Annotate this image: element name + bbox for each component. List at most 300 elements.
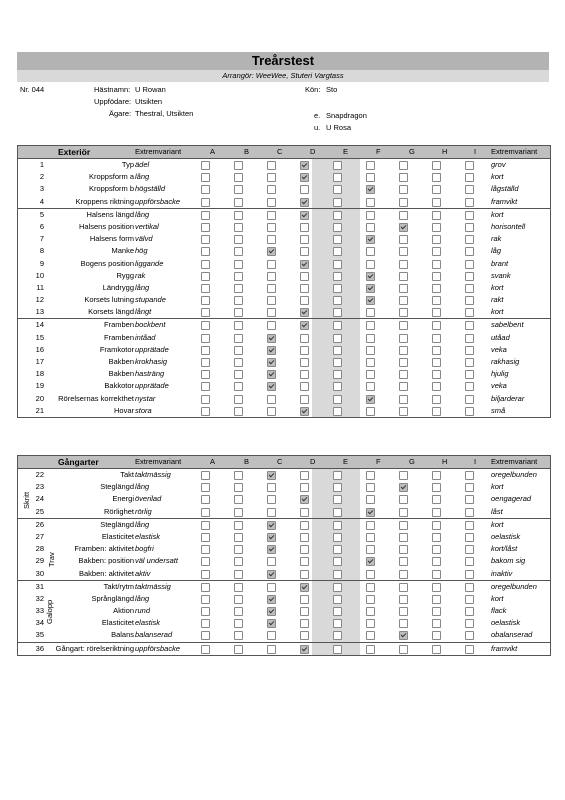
checkbox-d[interactable] (300, 296, 309, 305)
checkbox-a[interactable] (201, 185, 210, 194)
checkbox-e[interactable] (333, 211, 342, 220)
checkbox-e[interactable] (333, 284, 342, 293)
checkbox-d[interactable] (300, 247, 309, 256)
checkbox-f[interactable] (366, 247, 375, 256)
checkbox-h[interactable] (432, 521, 441, 530)
checkbox-b[interactable] (234, 545, 243, 554)
checkbox-h[interactable] (432, 308, 441, 317)
checkbox-a[interactable] (201, 260, 210, 269)
checkbox-h[interactable] (432, 296, 441, 305)
checkbox-a[interactable] (201, 223, 210, 232)
checkbox-h[interactable] (432, 284, 441, 293)
checkbox-h[interactable] (432, 223, 441, 232)
checkbox-f[interactable] (366, 407, 375, 416)
checkbox-d[interactable] (300, 557, 309, 566)
checkbox-e[interactable] (333, 370, 342, 379)
checkbox-g[interactable] (399, 161, 408, 170)
checkbox-a[interactable] (201, 284, 210, 293)
checkbox-c[interactable] (267, 173, 276, 182)
checkbox-b[interactable] (234, 272, 243, 281)
checkbox-a[interactable] (201, 358, 210, 367)
checkbox-h[interactable] (432, 370, 441, 379)
checkbox-a[interactable] (201, 161, 210, 170)
checkbox-c[interactable] (267, 296, 276, 305)
checkbox-g[interactable] (399, 235, 408, 244)
checkbox-h[interactable] (432, 235, 441, 244)
checkbox-h[interactable] (432, 382, 441, 391)
checkbox-c[interactable] (267, 631, 276, 640)
checkbox-d[interactable] (300, 260, 309, 269)
checkbox-b[interactable] (234, 471, 243, 480)
checkbox-h[interactable] (432, 395, 441, 404)
checkbox-g[interactable] (399, 382, 408, 391)
checkbox-f[interactable] (366, 483, 375, 492)
checkbox-f[interactable] (366, 570, 375, 579)
checkbox-c[interactable] (267, 346, 276, 355)
checkbox-g[interactable] (399, 545, 408, 554)
checkbox-c[interactable] (267, 395, 276, 404)
checkbox-e[interactable] (333, 471, 342, 480)
checkbox-e[interactable] (333, 308, 342, 317)
checkbox-i[interactable] (465, 382, 474, 391)
checkbox-g[interactable] (399, 583, 408, 592)
checkbox-c[interactable] (267, 508, 276, 517)
checkbox-f[interactable] (366, 595, 375, 604)
checkbox-e[interactable] (333, 508, 342, 517)
checkbox-i[interactable] (465, 161, 474, 170)
checkbox-e[interactable] (333, 595, 342, 604)
checkbox-b[interactable] (234, 631, 243, 640)
checkbox-d[interactable] (300, 185, 309, 194)
checkbox-d[interactable] (300, 533, 309, 542)
checkbox-g[interactable] (399, 631, 408, 640)
checkbox-a[interactable] (201, 533, 210, 542)
checkbox-a[interactable] (201, 321, 210, 330)
checkbox-f[interactable] (366, 346, 375, 355)
checkbox-d[interactable] (300, 395, 309, 404)
checkbox-a[interactable] (201, 631, 210, 640)
checkbox-a[interactable] (201, 395, 210, 404)
checkbox-d[interactable] (300, 370, 309, 379)
checkbox-i[interactable] (465, 260, 474, 269)
checkbox-f[interactable] (366, 521, 375, 530)
checkbox-f[interactable] (366, 321, 375, 330)
checkbox-f[interactable] (366, 533, 375, 542)
checkbox-d[interactable] (300, 358, 309, 367)
checkbox-a[interactable] (201, 308, 210, 317)
checkbox-e[interactable] (333, 185, 342, 194)
checkbox-a[interactable] (201, 495, 210, 504)
checkbox-g[interactable] (399, 533, 408, 542)
checkbox-b[interactable] (234, 583, 243, 592)
checkbox-f[interactable] (366, 211, 375, 220)
checkbox-e[interactable] (333, 521, 342, 530)
checkbox-h[interactable] (432, 272, 441, 281)
checkbox-i[interactable] (465, 247, 474, 256)
checkbox-g[interactable] (399, 334, 408, 343)
checkbox-a[interactable] (201, 382, 210, 391)
checkbox-g[interactable] (399, 211, 408, 220)
checkbox-c[interactable] (267, 223, 276, 232)
checkbox-b[interactable] (234, 346, 243, 355)
checkbox-h[interactable] (432, 595, 441, 604)
checkbox-f[interactable] (366, 631, 375, 640)
checkbox-e[interactable] (333, 570, 342, 579)
checkbox-h[interactable] (432, 260, 441, 269)
checkbox-c[interactable] (267, 583, 276, 592)
checkbox-h[interactable] (432, 173, 441, 182)
checkbox-d[interactable] (300, 407, 309, 416)
checkbox-d[interactable] (300, 595, 309, 604)
checkbox-f[interactable] (366, 645, 375, 654)
checkbox-g[interactable] (399, 570, 408, 579)
checkbox-i[interactable] (465, 272, 474, 281)
checkbox-a[interactable] (201, 570, 210, 579)
checkbox-i[interactable] (465, 308, 474, 317)
checkbox-g[interactable] (399, 296, 408, 305)
checkbox-c[interactable] (267, 619, 276, 628)
checkbox-a[interactable] (201, 235, 210, 244)
checkbox-d[interactable] (300, 607, 309, 616)
checkbox-h[interactable] (432, 211, 441, 220)
checkbox-i[interactable] (465, 346, 474, 355)
checkbox-b[interactable] (234, 619, 243, 628)
checkbox-c[interactable] (267, 321, 276, 330)
checkbox-d[interactable] (300, 382, 309, 391)
checkbox-h[interactable] (432, 607, 441, 616)
checkbox-d[interactable] (300, 583, 309, 592)
checkbox-i[interactable] (465, 508, 474, 517)
checkbox-e[interactable] (333, 260, 342, 269)
checkbox-h[interactable] (432, 483, 441, 492)
checkbox-f[interactable] (366, 296, 375, 305)
checkbox-g[interactable] (399, 521, 408, 530)
checkbox-c[interactable] (267, 358, 276, 367)
checkbox-i[interactable] (465, 631, 474, 640)
checkbox-e[interactable] (333, 545, 342, 554)
checkbox-e[interactable] (333, 631, 342, 640)
checkbox-b[interactable] (234, 161, 243, 170)
checkbox-f[interactable] (366, 557, 375, 566)
checkbox-d[interactable] (300, 211, 309, 220)
checkbox-c[interactable] (267, 570, 276, 579)
checkbox-c[interactable] (267, 161, 276, 170)
checkbox-b[interactable] (234, 235, 243, 244)
checkbox-e[interactable] (333, 173, 342, 182)
checkbox-c[interactable] (267, 198, 276, 207)
checkbox-d[interactable] (300, 334, 309, 343)
checkbox-d[interactable] (300, 198, 309, 207)
checkbox-i[interactable] (465, 211, 474, 220)
checkbox-a[interactable] (201, 607, 210, 616)
checkbox-f[interactable] (366, 198, 375, 207)
checkbox-d[interactable] (300, 495, 309, 504)
checkbox-a[interactable] (201, 471, 210, 480)
checkbox-f[interactable] (366, 260, 375, 269)
checkbox-c[interactable] (267, 607, 276, 616)
checkbox-c[interactable] (267, 407, 276, 416)
checkbox-g[interactable] (399, 619, 408, 628)
checkbox-c[interactable] (267, 211, 276, 220)
checkbox-a[interactable] (201, 619, 210, 628)
checkbox-f[interactable] (366, 495, 375, 504)
checkbox-g[interactable] (399, 395, 408, 404)
checkbox-c[interactable] (267, 370, 276, 379)
checkbox-i[interactable] (465, 570, 474, 579)
checkbox-a[interactable] (201, 483, 210, 492)
checkbox-c[interactable] (267, 382, 276, 391)
checkbox-i[interactable] (465, 607, 474, 616)
checkbox-g[interactable] (399, 471, 408, 480)
checkbox-a[interactable] (201, 508, 210, 517)
checkbox-e[interactable] (333, 583, 342, 592)
checkbox-i[interactable] (465, 370, 474, 379)
checkbox-d[interactable] (300, 308, 309, 317)
checkbox-f[interactable] (366, 395, 375, 404)
checkbox-e[interactable] (333, 619, 342, 628)
checkbox-c[interactable] (267, 284, 276, 293)
checkbox-e[interactable] (333, 296, 342, 305)
checkbox-e[interactable] (333, 223, 342, 232)
checkbox-d[interactable] (300, 570, 309, 579)
checkbox-c[interactable] (267, 645, 276, 654)
checkbox-f[interactable] (366, 272, 375, 281)
checkbox-g[interactable] (399, 595, 408, 604)
checkbox-g[interactable] (399, 284, 408, 293)
checkbox-f[interactable] (366, 358, 375, 367)
checkbox-d[interactable] (300, 161, 309, 170)
checkbox-e[interactable] (333, 321, 342, 330)
checkbox-g[interactable] (399, 645, 408, 654)
checkbox-b[interactable] (234, 198, 243, 207)
checkbox-g[interactable] (399, 260, 408, 269)
checkbox-h[interactable] (432, 334, 441, 343)
checkbox-e[interactable] (333, 607, 342, 616)
checkbox-i[interactable] (465, 296, 474, 305)
checkbox-f[interactable] (366, 471, 375, 480)
checkbox-i[interactable] (465, 395, 474, 404)
checkbox-h[interactable] (432, 631, 441, 640)
checkbox-i[interactable] (465, 533, 474, 542)
checkbox-e[interactable] (333, 407, 342, 416)
checkbox-b[interactable] (234, 495, 243, 504)
checkbox-a[interactable] (201, 173, 210, 182)
checkbox-i[interactable] (465, 595, 474, 604)
checkbox-c[interactable] (267, 595, 276, 604)
checkbox-g[interactable] (399, 495, 408, 504)
checkbox-h[interactable] (432, 645, 441, 654)
checkbox-i[interactable] (465, 223, 474, 232)
checkbox-c[interactable] (267, 533, 276, 542)
checkbox-b[interactable] (234, 595, 243, 604)
checkbox-a[interactable] (201, 247, 210, 256)
checkbox-b[interactable] (234, 521, 243, 530)
checkbox-i[interactable] (465, 545, 474, 554)
checkbox-h[interactable] (432, 358, 441, 367)
checkbox-h[interactable] (432, 545, 441, 554)
checkbox-a[interactable] (201, 198, 210, 207)
checkbox-a[interactable] (201, 583, 210, 592)
checkbox-d[interactable] (300, 284, 309, 293)
checkbox-i[interactable] (465, 521, 474, 530)
checkbox-b[interactable] (234, 570, 243, 579)
checkbox-h[interactable] (432, 557, 441, 566)
checkbox-e[interactable] (333, 533, 342, 542)
checkbox-f[interactable] (366, 334, 375, 343)
checkbox-d[interactable] (300, 545, 309, 554)
checkbox-g[interactable] (399, 198, 408, 207)
checkbox-e[interactable] (333, 483, 342, 492)
checkbox-g[interactable] (399, 483, 408, 492)
checkbox-d[interactable] (300, 508, 309, 517)
checkbox-i[interactable] (465, 185, 474, 194)
checkbox-h[interactable] (432, 321, 441, 330)
checkbox-f[interactable] (366, 382, 375, 391)
checkbox-i[interactable] (465, 334, 474, 343)
checkbox-b[interactable] (234, 557, 243, 566)
checkbox-h[interactable] (432, 198, 441, 207)
checkbox-i[interactable] (465, 495, 474, 504)
checkbox-a[interactable] (201, 521, 210, 530)
checkbox-b[interactable] (234, 645, 243, 654)
checkbox-d[interactable] (300, 173, 309, 182)
checkbox-e[interactable] (333, 495, 342, 504)
checkbox-h[interactable] (432, 471, 441, 480)
checkbox-c[interactable] (267, 260, 276, 269)
checkbox-d[interactable] (300, 619, 309, 628)
checkbox-f[interactable] (366, 619, 375, 628)
checkbox-e[interactable] (333, 334, 342, 343)
checkbox-e[interactable] (333, 358, 342, 367)
checkbox-f[interactable] (366, 308, 375, 317)
checkbox-d[interactable] (300, 223, 309, 232)
checkbox-i[interactable] (465, 483, 474, 492)
checkbox-c[interactable] (267, 247, 276, 256)
checkbox-f[interactable] (366, 607, 375, 616)
checkbox-c[interactable] (267, 272, 276, 281)
checkbox-c[interactable] (267, 557, 276, 566)
checkbox-f[interactable] (366, 235, 375, 244)
checkbox-a[interactable] (201, 334, 210, 343)
checkbox-c[interactable] (267, 334, 276, 343)
checkbox-c[interactable] (267, 483, 276, 492)
checkbox-f[interactable] (366, 173, 375, 182)
checkbox-d[interactable] (300, 645, 309, 654)
checkbox-h[interactable] (432, 495, 441, 504)
checkbox-c[interactable] (267, 471, 276, 480)
checkbox-e[interactable] (333, 235, 342, 244)
checkbox-e[interactable] (333, 247, 342, 256)
checkbox-a[interactable] (201, 545, 210, 554)
checkbox-e[interactable] (333, 557, 342, 566)
checkbox-d[interactable] (300, 235, 309, 244)
checkbox-b[interactable] (234, 296, 243, 305)
checkbox-b[interactable] (234, 334, 243, 343)
checkbox-g[interactable] (399, 346, 408, 355)
checkbox-a[interactable] (201, 346, 210, 355)
checkbox-b[interactable] (234, 185, 243, 194)
checkbox-d[interactable] (300, 346, 309, 355)
checkbox-i[interactable] (465, 645, 474, 654)
checkbox-h[interactable] (432, 161, 441, 170)
checkbox-b[interactable] (234, 358, 243, 367)
checkbox-d[interactable] (300, 483, 309, 492)
checkbox-a[interactable] (201, 370, 210, 379)
checkbox-c[interactable] (267, 495, 276, 504)
checkbox-a[interactable] (201, 595, 210, 604)
checkbox-a[interactable] (201, 407, 210, 416)
checkbox-i[interactable] (465, 407, 474, 416)
checkbox-i[interactable] (465, 358, 474, 367)
checkbox-f[interactable] (366, 223, 375, 232)
checkbox-c[interactable] (267, 235, 276, 244)
checkbox-g[interactable] (399, 308, 408, 317)
checkbox-b[interactable] (234, 284, 243, 293)
checkbox-e[interactable] (333, 645, 342, 654)
checkbox-i[interactable] (465, 198, 474, 207)
checkbox-g[interactable] (399, 185, 408, 194)
checkbox-b[interactable] (234, 211, 243, 220)
checkbox-c[interactable] (267, 521, 276, 530)
checkbox-g[interactable] (399, 321, 408, 330)
checkbox-b[interactable] (234, 407, 243, 416)
checkbox-c[interactable] (267, 185, 276, 194)
checkbox-b[interactable] (234, 533, 243, 542)
checkbox-i[interactable] (465, 471, 474, 480)
checkbox-b[interactable] (234, 321, 243, 330)
checkbox-f[interactable] (366, 508, 375, 517)
checkbox-h[interactable] (432, 247, 441, 256)
checkbox-h[interactable] (432, 583, 441, 592)
checkbox-b[interactable] (234, 395, 243, 404)
checkbox-b[interactable] (234, 260, 243, 269)
checkbox-f[interactable] (366, 545, 375, 554)
checkbox-a[interactable] (201, 272, 210, 281)
checkbox-g[interactable] (399, 223, 408, 232)
checkbox-g[interactable] (399, 272, 408, 281)
checkbox-b[interactable] (234, 223, 243, 232)
checkbox-b[interactable] (234, 508, 243, 517)
checkbox-i[interactable] (465, 557, 474, 566)
checkbox-e[interactable] (333, 346, 342, 355)
checkbox-e[interactable] (333, 395, 342, 404)
checkbox-b[interactable] (234, 370, 243, 379)
checkbox-h[interactable] (432, 508, 441, 517)
checkbox-b[interactable] (234, 382, 243, 391)
checkbox-i[interactable] (465, 583, 474, 592)
checkbox-i[interactable] (465, 235, 474, 244)
checkbox-d[interactable] (300, 521, 309, 530)
checkbox-d[interactable] (300, 272, 309, 281)
checkbox-b[interactable] (234, 308, 243, 317)
checkbox-c[interactable] (267, 308, 276, 317)
checkbox-g[interactable] (399, 173, 408, 182)
checkbox-g[interactable] (399, 407, 408, 416)
checkbox-e[interactable] (333, 198, 342, 207)
checkbox-b[interactable] (234, 607, 243, 616)
checkbox-f[interactable] (366, 370, 375, 379)
checkbox-f[interactable] (366, 284, 375, 293)
checkbox-a[interactable] (201, 211, 210, 220)
checkbox-i[interactable] (465, 321, 474, 330)
checkbox-f[interactable] (366, 161, 375, 170)
checkbox-d[interactable] (300, 471, 309, 480)
checkbox-g[interactable] (399, 508, 408, 517)
checkbox-h[interactable] (432, 619, 441, 628)
checkbox-e[interactable] (333, 382, 342, 391)
checkbox-e[interactable] (333, 272, 342, 281)
checkbox-g[interactable] (399, 247, 408, 256)
